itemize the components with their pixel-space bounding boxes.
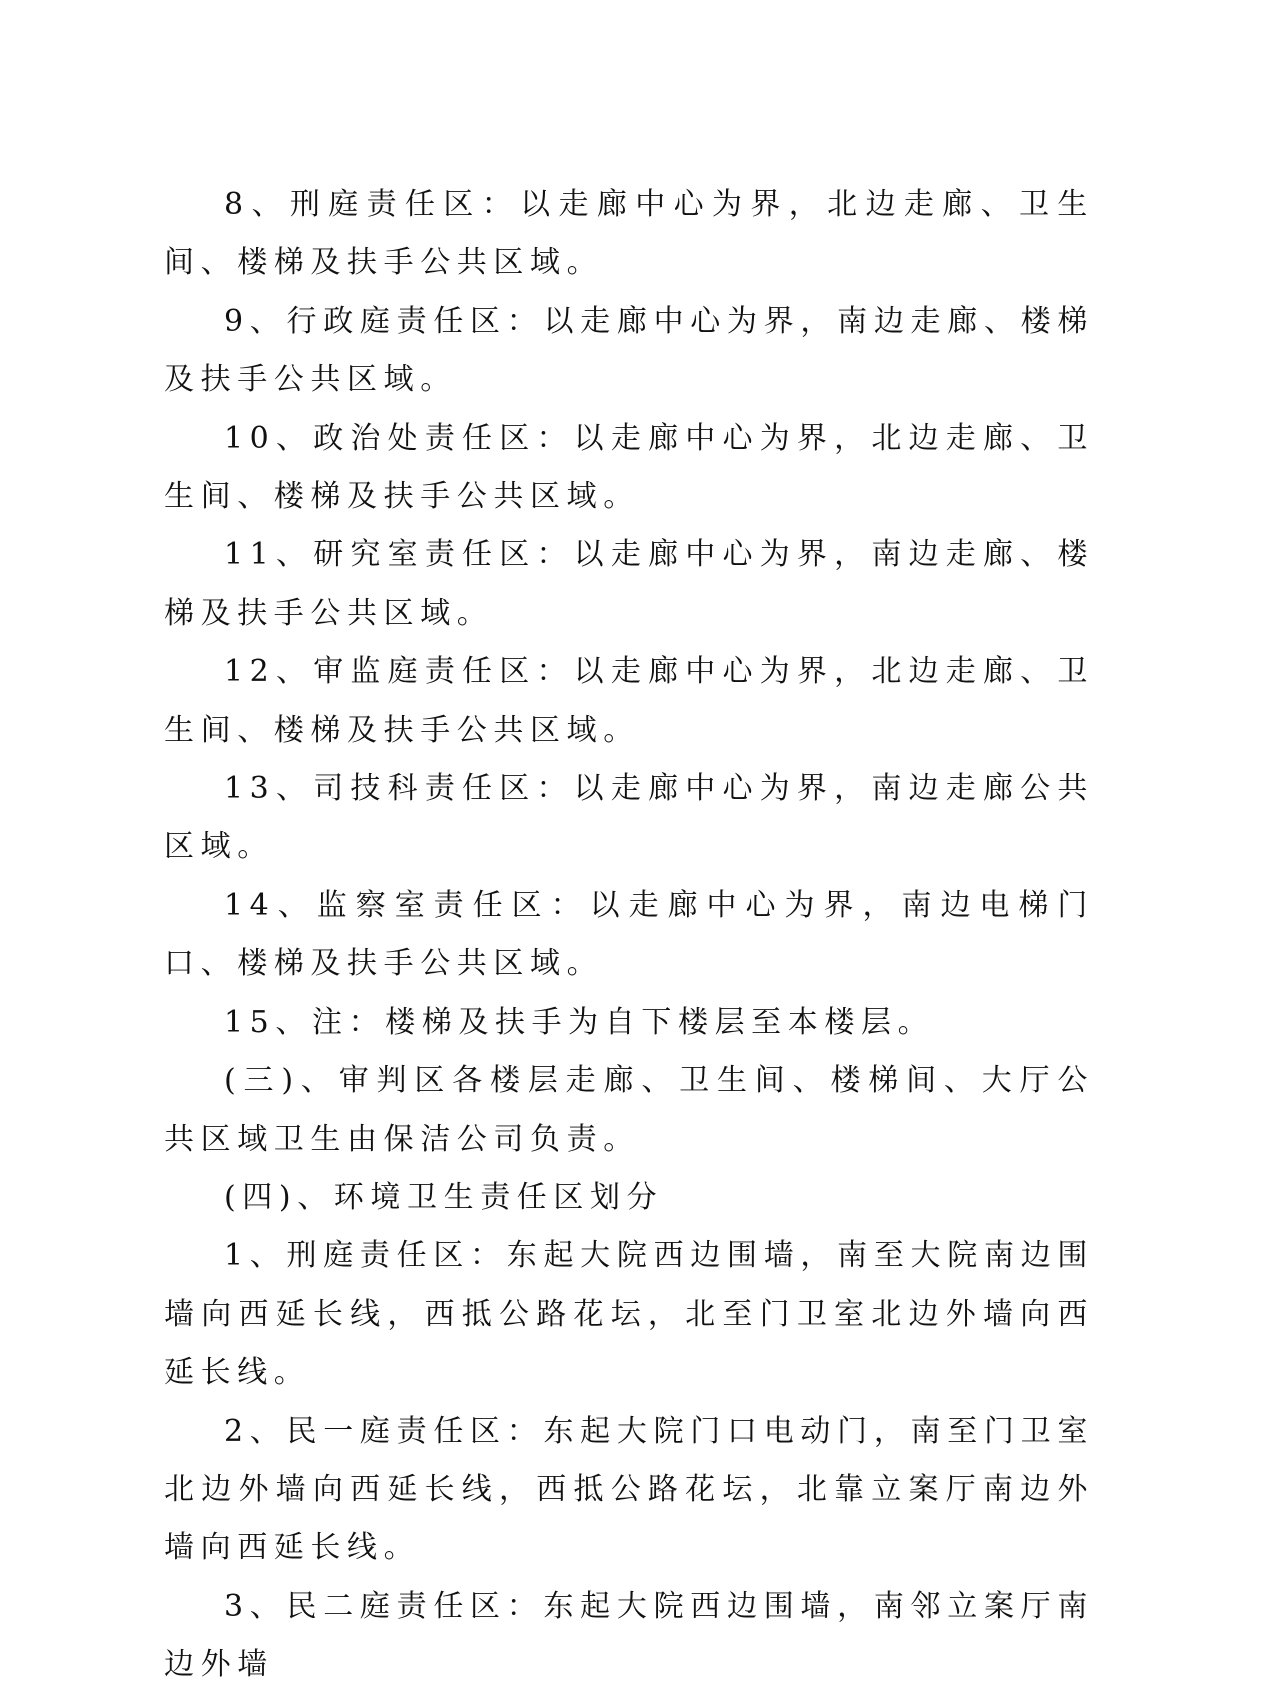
paragraph-section-3: (三)、审判区各楼层走廊、卫生间、楼梯间、大厅公共区域卫生由保洁公司负责。: [164, 1063, 1094, 1157]
paragraph-env-3: 3、民二庭责任区：东起大院西边围墙，南邻立案厅南边外墙: [164, 1588, 1094, 1683]
paragraph-item-11: 11、研究室责任区：以走廊中心为界，南边走廊、楼梯及扶手公共区域。: [164, 537, 1094, 631]
paragraph-item-12: 12、审监庭责任区：以走廊中心为界，北边走廊、卫生间、楼梯及扶手公共区域。: [164, 654, 1094, 748]
paragraph-item-9: 9、行政庭责任区：以走廊中心为界，南边走廊、楼梯及扶手公共区域。: [164, 303, 1094, 398]
paragraph-item-8: 8、刑庭责任区：以走廊中心为界，北边走廊、卫生间、楼梯及扶手公共区域。: [164, 187, 1094, 281]
paragraph-env-2: 2、民一庭责任区：东起大院门口电动门，南至门卫室北边外墙向西延长线，西抵公路花坛，北靠立案厅南边外墙向西延长线。: [164, 1413, 1094, 1566]
paragraph-note-15: 15、注：楼梯及扶手为自下楼层至本楼层。: [224, 1004, 935, 1040]
section-heading-4: (四)、环境卫生责任区划分: [224, 1179, 664, 1215]
paragraph-env-1: 1、刑庭责任区：东起大院西边围墙，南至大院南边围墙向西延长线，西抵公路花坛，北至门卫室北边外墙向西延长线。: [164, 1238, 1094, 1391]
paragraph-item-13: 13、司技科责任区：以走廊中心为界，南边走廊公共区域。: [164, 771, 1094, 865]
paragraph-item-14: 14、监察室责任区：以走廊中心为界，南边电梯门口、楼梯及扶手公共区域。: [164, 887, 1094, 982]
paragraph-item-10: 10、政治处责任区：以走廊中心为界，北边走廊、卫生间、楼梯及扶手公共区域。: [164, 420, 1094, 515]
document-body: [164, 176, 1094, 1695]
